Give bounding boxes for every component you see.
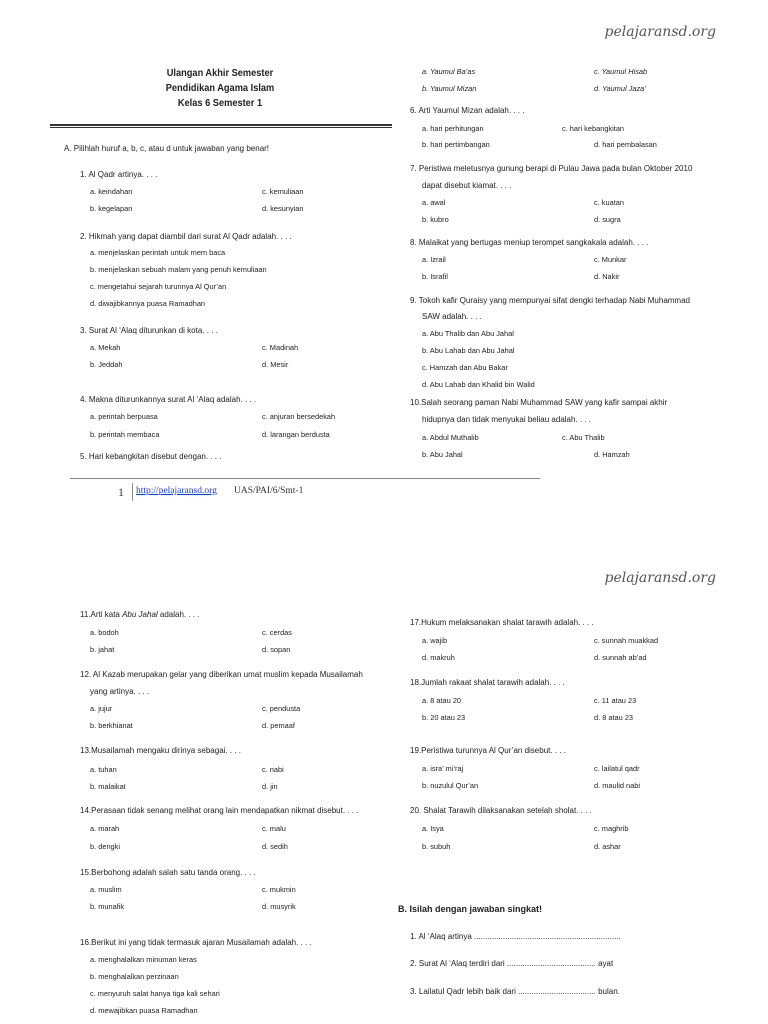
q9-option-b: b. Abu Lahab dan Abu Jahal: [422, 346, 515, 355]
q16-option-c: c. menyuruh salat hanya tiga kali sehari: [90, 989, 220, 998]
question-6: 6. Arti Yaumul Mizan adalah. . . .: [410, 106, 525, 115]
header-divider: [50, 124, 392, 128]
q7-option-a: a. awal: [422, 198, 446, 207]
q17-option-c: c. sunnah muakkad: [594, 636, 659, 645]
question-9: 9. Tokoh kafir Quraisy yang mempunyai sifat dengki terhadap Nabi Muhammad: [410, 296, 690, 305]
short-answer-1: 1. Al ‘Alaq artinya ..................................................................: [410, 932, 621, 941]
worksheet-page-2: [0, 512, 768, 1024]
q8-option-d: d. Nakir: [594, 272, 620, 281]
watermark: pelajaransd.org: [604, 24, 716, 40]
q8-option-a: a. Izrail: [422, 255, 446, 264]
question-2: 2. Hikmah yang dapat diambil dari surat Al Qadr adalah. . . .: [80, 232, 292, 241]
q11-option-a: a. bodoh: [90, 628, 119, 637]
q16-option-a: a. menghalalkan minuman keras: [90, 955, 197, 964]
q13-option-b: b. malaikat: [90, 782, 126, 791]
q13-option-d: d. jin: [262, 782, 278, 791]
section-b-instruction: B. Isilah dengan jawaban singkat!: [398, 904, 543, 914]
q19-option-a: a. isra’ mi’raj: [422, 764, 464, 773]
q13-option-a: a. tuhan: [90, 765, 117, 774]
q3-option-a: a. Mekah: [90, 343, 121, 352]
q5-option-b: b. Yaumul Mizan: [422, 84, 477, 93]
q1-option-d: d. kesunyian: [262, 204, 304, 213]
q4-option-b: b. perintah membaca: [90, 430, 160, 439]
q12-option-a: a. jujur: [90, 704, 113, 713]
question-8: 8. Malaikat yang bertugas meniup terompet sangkakala adalah. . . .: [410, 238, 649, 247]
page-number: 1: [118, 485, 124, 499]
q19-option-b: b. nuzulul Qur’an: [422, 781, 479, 790]
q5-option-c: c. Yaumul Hisab: [594, 67, 648, 76]
q1-option-b: b. kegelapan: [90, 204, 133, 213]
q6-option-a: a. hari perhitungan: [422, 124, 484, 133]
q7-option-c: c. kuatan: [594, 198, 624, 207]
q6-option-c: c. hari kebangkitan: [562, 124, 625, 133]
question-5: 5. Hari kebangkitan disebut dengan. . . .: [80, 452, 222, 461]
question-7: 7. Peristiwa meletusnya gunung berapi di Pulau Jawa pada bulan Oktober 2010: [410, 164, 693, 173]
q4-option-d: d. larangan berdusta: [262, 430, 330, 439]
q12-option-d: d. pemaaf: [262, 721, 295, 730]
q18-option-c: c. 11 atau 23: [594, 696, 637, 705]
q4-option-a: a. perintah berpuasa: [90, 412, 158, 421]
q2-option-a: a. menjelaskan perintah untuk mem baca: [90, 248, 226, 257]
q5-option-d: d. Yaumul Jaza’: [594, 84, 646, 93]
question-11: 11.Arti kata Abu Jahal adalah. . . .: [80, 610, 200, 619]
subject-title: Pendidikan Agama Islam: [165, 82, 275, 94]
q12-option-b: b. berkhianat: [90, 721, 133, 730]
q2-option-b: b. menjelaskan sebuah malam yang penuh kemuliaan: [90, 265, 267, 274]
exam-title: Ulangan Akhir Semester: [166, 67, 274, 79]
section-a-instruction: A. Pilihlah huruf a, b, c, atau d untuk jawaban yang benar!: [64, 144, 270, 153]
q2-option-d: d. diwajibkannya puasa Ramadhan: [90, 299, 206, 308]
q3-option-d: d. Mesir: [262, 360, 289, 369]
q20-option-b: b. subuh: [422, 842, 451, 851]
q17-option-b: d. makruh: [422, 653, 455, 662]
q10-option-a: a. Abdul Muthalib: [422, 433, 479, 442]
q12-option-c: c. pendusta: [262, 704, 301, 713]
q20-option-d: d. ashar: [594, 842, 621, 851]
question-1: 1. Al Qadr artinya. . . .: [80, 170, 158, 179]
question-13: 13.Musailamah mengaku dirinya sebagai. . . .: [80, 746, 241, 755]
q15-option-c: c. mukmin: [262, 885, 296, 894]
q14-option-d: d. sedih: [262, 842, 288, 851]
q11-option-c: c. cerdas: [262, 628, 292, 637]
q20-option-c: c. maghrib: [594, 824, 629, 833]
q10-option-c: c. Abu Thalib: [562, 433, 605, 442]
q3-option-b: b. Jeddah: [90, 360, 123, 369]
q17-option-d: d. sunnah ab’ad: [594, 653, 647, 662]
q14-option-b: b. dengki: [90, 842, 120, 851]
q2-option-c: c. mengetahui sejarah turunnya Al Qur’an: [90, 282, 227, 291]
question-7-cont: dapat disebut kiamat. . . .: [422, 181, 512, 190]
q1-option-a: a. keindahan: [90, 187, 133, 196]
question-10-cont: hidupnya dan tidak menyukai beliau adalah. . . .: [422, 415, 592, 424]
short-answer-3: 3. Lailatul Qadr lebih baik dari ................................... bulan.: [410, 987, 620, 996]
q15-option-d: d. musyrik: [262, 902, 296, 911]
q10-option-d: d. Hamzah: [594, 450, 630, 459]
q6-option-b: b. hari pertimbangan: [422, 140, 490, 149]
q8-option-b: b. Israfil: [422, 272, 448, 281]
question-18: 18.Jumlah rakaat shalat tarawih adalah. . . .: [410, 678, 565, 687]
q9-option-a: a. Abu Thalib dan Abu Jahal: [422, 329, 514, 338]
q9-option-c: c. Hamzah dan Abu Bakar: [422, 363, 508, 372]
q10-option-b: b. Abu Jahal: [422, 450, 463, 459]
class-title: Kelas 6 Semester 1: [177, 97, 263, 109]
question-17: 17.Hukum melaksanakan shalat tarawih adalah. . . .: [410, 618, 594, 627]
q9-option-d: d. Abu Lahab dan Khalid bin Walid: [422, 380, 535, 389]
q13-option-c: c. nabi: [262, 765, 284, 774]
question-16: 16.Berikut ini yang tidak termasuk ajaran Musailamah adalah. . . .: [80, 938, 312, 947]
question-15: 15.Berbohong adalah salah satu tanda orang. . . .: [80, 868, 256, 877]
q20-option-a: a. Isya: [422, 824, 444, 833]
q17-option-a: a. wajib: [422, 636, 448, 645]
footer-divider: [132, 483, 133, 501]
q11-option-b: b. jahat: [90, 645, 115, 654]
question-20: 20. Shalat Tarawih dilaksanakan setelah sholat. . . .: [410, 806, 592, 815]
q19-option-d: d. maulid nabi: [594, 781, 641, 790]
q7-option-d: d. sugra: [594, 215, 621, 224]
question-10: 10.Salah seorang paman Nabi Muhammad SAW yang kafir sampai akhir: [410, 398, 668, 407]
question-19: 19.Peristiwa turunnya Al Qur’an disebut. . . .: [410, 746, 566, 755]
q3-option-c: c. Madinah: [262, 343, 299, 352]
q7-option-b: b. kubro: [422, 215, 449, 224]
question-12-cont: yang artinya. . . .: [90, 687, 150, 696]
q5-option-a: a. Yaumul Ba’as: [422, 67, 476, 76]
q15-option-a: a. muslim: [90, 885, 122, 894]
q11-option-d: d. sopan: [262, 645, 291, 654]
q15-option-b: b. munafik: [90, 902, 125, 911]
q19-option-c: c. lailatul qadr: [594, 764, 640, 773]
watermark: pelajaransd.org: [604, 570, 716, 586]
q6-option-d: d. hari pembalasan: [594, 140, 657, 149]
q18-option-a: a. 8 atau 20: [422, 696, 462, 705]
q4-option-c: c. anjuran bersedekah: [262, 412, 336, 421]
q16-option-b: b. menghalalkan perzinaan: [90, 972, 179, 981]
page-footer: [70, 478, 540, 508]
website-link[interactable]: http://pelajaransd.org: [136, 486, 217, 496]
q14-option-c: c. malu: [262, 824, 286, 833]
document-code: UAS/PAI/6/Smt-1: [234, 486, 304, 496]
q1-option-c: c. kemuliaan: [262, 187, 304, 196]
question-12: 12. Al Kazab merupakan gelar yang diberikan umat muslim kepada Musailamah: [80, 670, 363, 679]
q16-option-d: d. mewajibkan puasa Ramadhan: [90, 1006, 198, 1015]
q18-option-d: d. 8 atau 23: [594, 713, 634, 722]
q14-option-a: a. marah: [90, 824, 120, 833]
question-14: 14.Perasaan tidak senang melihat orang lain mendapatkan nikmat disebut. . . .: [80, 806, 359, 815]
question-4: 4. Makna diturunkannya surat Al ‘Alaq adalah. . . .: [80, 395, 257, 404]
question-3: 3. Surat Al ‘Alaq diturunkan di kota. . . .: [80, 326, 218, 335]
q18-option-b: b. 20 atau 23: [422, 713, 466, 722]
q8-option-c: c. Munkar: [594, 255, 627, 264]
short-answer-2: 2. Surat Al ‘Alaq terdiri dari ........................................ ayat: [410, 959, 614, 968]
question-9-cont: SAW adalah. . . .: [422, 312, 482, 321]
